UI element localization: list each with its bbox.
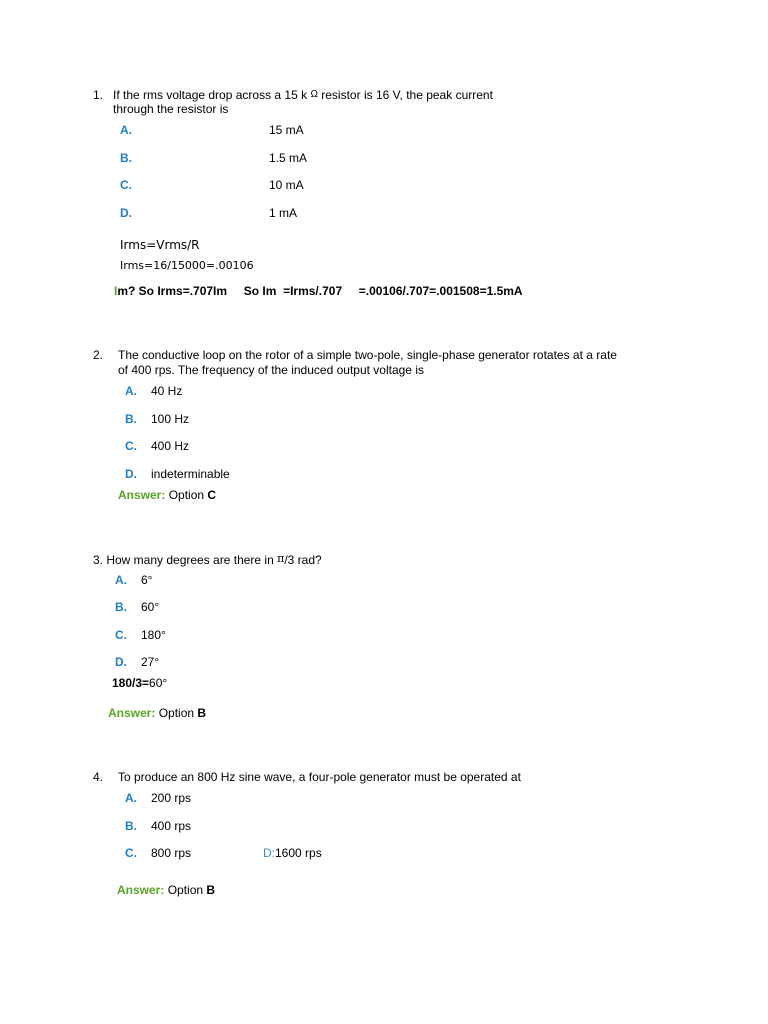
- question-1-text-part1: If the rms voltage drop across a 15 k: [113, 88, 308, 102]
- question-4-number: 4.: [93, 770, 104, 784]
- question-4-text: To produce an 800 Hz sine wave, a four-pole generator must be operated at: [118, 770, 521, 784]
- q1-option-d-text: 1 mA: [269, 206, 298, 220]
- question-3-text: [93, 552, 322, 567]
- q1-work-line3-initial: I: [114, 284, 118, 298]
- q2-answer-label: Answer:: [118, 488, 166, 502]
- q1-option-c-text: 10 mA: [269, 178, 304, 192]
- q1-option-b-letter: B.: [120, 151, 132, 165]
- q4-option-c-text: 800 rps: [151, 846, 192, 860]
- q1-work-line2: Irms=16/15000=.00106: [120, 259, 254, 272]
- q4-answer-label: Answer:: [117, 883, 165, 897]
- question-1-number: 1.: [93, 88, 104, 102]
- q3-option-c-text: 180°: [141, 628, 166, 642]
- q4-option-d: [263, 846, 322, 860]
- q4-option-d-text: 1600 rps: [275, 846, 322, 860]
- q2-option-a-text: 40 Hz: [151, 384, 183, 398]
- q4-option-b-letter: B.: [125, 819, 137, 833]
- q2-option-a-letter: A.: [125, 384, 137, 398]
- q1-work-line1: Irms=Vrms/R: [120, 238, 200, 252]
- q2-option-b-text: 100 Hz: [151, 412, 190, 426]
- q4-answer-value: B: [206, 883, 216, 897]
- question-1-text: [113, 88, 493, 102]
- q3-answer-label: Answer:: [108, 706, 156, 720]
- question-1-text-line2: through the resistor is: [113, 102, 229, 116]
- q1-option-a-text: 15 mA: [269, 123, 304, 137]
- q3-work: [112, 676, 167, 690]
- q4-answer-text: Option: [167, 883, 204, 897]
- q2-answer-value: C: [207, 488, 217, 502]
- q3-work-expression: 180/3=: [112, 676, 150, 690]
- question-1-text-part2: resistor is 16 V, the peak current: [321, 88, 493, 102]
- q3-option-d-text: 27°: [141, 655, 160, 669]
- q4-option-a-letter: A.: [125, 791, 137, 805]
- question-2-number: 2.: [93, 348, 104, 362]
- ohm-symbol: Ω: [310, 89, 318, 100]
- q2-option-b-letter: B.: [125, 412, 137, 426]
- q4-option-a-text: 200 rps: [151, 791, 192, 805]
- q1-option-d-letter: D.: [120, 206, 132, 220]
- q3-option-a-text: 6°: [141, 573, 153, 587]
- q2-answer: [118, 488, 216, 502]
- q3-option-c-letter: C.: [115, 628, 127, 642]
- q4-option-d-letter: D:: [263, 846, 275, 860]
- pi-symbol: π: [277, 552, 285, 565]
- q4-option-c-letter: C.: [125, 846, 137, 860]
- q3-answer-value: B: [197, 706, 207, 720]
- q1-work-line3: [114, 284, 523, 298]
- question-2-text-line1: The conductive loop on the rotor of a simple two-pole, single-phase generator rotates at a rate: [118, 348, 617, 362]
- question-3-text-part2: /3 rad?: [284, 553, 322, 567]
- q2-option-c-text: 400 Hz: [151, 439, 190, 453]
- q4-answer: [117, 883, 215, 897]
- q2-option-d-text: indeterminable: [151, 467, 230, 481]
- q3-work-result: 60°: [149, 676, 168, 690]
- q2-answer-text: Option: [168, 488, 205, 502]
- q1-option-b-text: 1.5 mA: [269, 151, 308, 165]
- question-3-text-part1: 3. How many degrees are there in: [93, 553, 274, 567]
- q4-option-b-text: 400 rps: [151, 819, 192, 833]
- q2-option-c-letter: C.: [125, 439, 137, 453]
- q3-answer-text: Option: [158, 706, 195, 720]
- q3-option-b-text: 60°: [141, 600, 160, 614]
- q1-option-a-letter: A.: [120, 123, 132, 137]
- question-2-text-line2: of 400 rps. The frequency of the induced output voltage is: [118, 363, 424, 377]
- q1-work-line3-rest: m? So Irms=.707Im So Im =Irms/.707 =.00106/.707=.001508=1.5mA: [117, 284, 523, 298]
- q3-option-a-letter: A.: [115, 573, 127, 587]
- q3-answer: [108, 706, 206, 720]
- q2-option-d-letter: D.: [125, 467, 137, 481]
- q3-option-d-letter: D.: [115, 655, 127, 669]
- q3-option-b-letter: B.: [115, 600, 127, 614]
- q1-option-c-letter: C.: [120, 178, 132, 192]
